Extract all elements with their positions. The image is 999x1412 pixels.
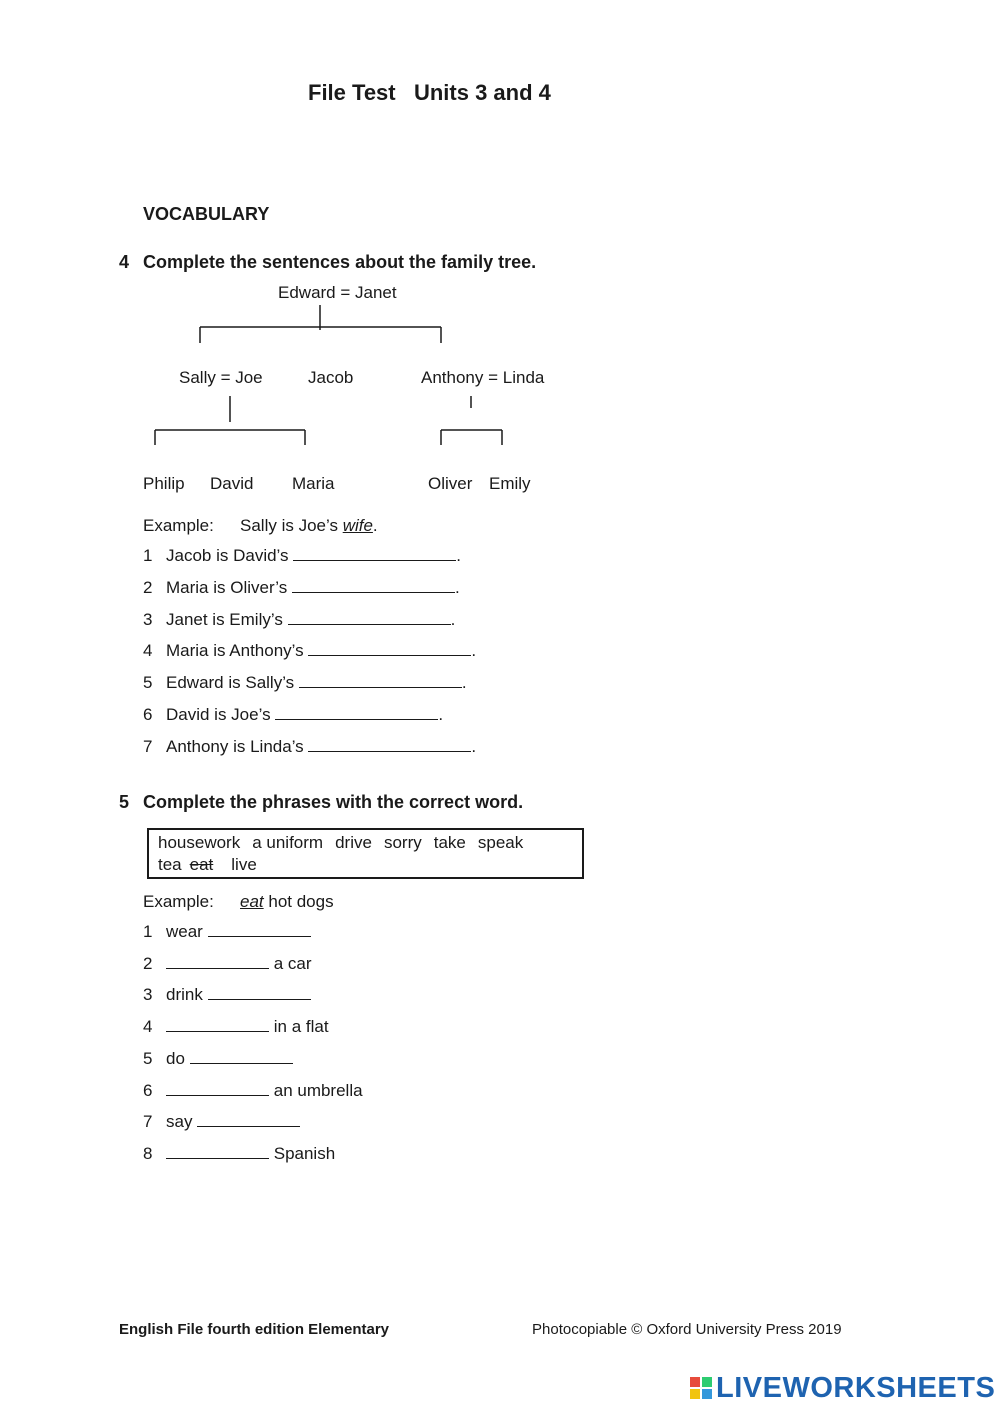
word-box-item: live — [231, 855, 257, 874]
q4-item-text: Edward is Sally’s — [166, 673, 295, 692]
q4-item-number: 7 — [143, 737, 153, 756]
q5-item-number: 7 — [143, 1112, 153, 1131]
q5-item-before: do — [166, 1049, 185, 1068]
q5-item — [143, 1112, 300, 1132]
q5-example-answer: eat — [240, 892, 264, 911]
q4-item — [143, 705, 443, 725]
answer-blank[interactable] — [308, 737, 471, 752]
q4-item-number: 5 — [143, 673, 153, 692]
q5-item-number: 6 — [143, 1081, 153, 1100]
q4-item-number: 4 — [143, 641, 153, 660]
tree-couple-anthony-linda: Anthony = Linda — [421, 368, 545, 387]
logo-square-blue — [702, 1389, 712, 1399]
answer-blank[interactable] — [308, 641, 471, 656]
logo-square-yellow — [690, 1389, 700, 1399]
q4-example — [143, 516, 378, 536]
q5-item-number: 1 — [143, 922, 153, 941]
q4-number: 4 — [119, 252, 130, 272]
logo-icon — [690, 1377, 712, 1399]
tree-oliver: Oliver — [428, 474, 473, 493]
q4-example-answer: wife — [342, 516, 373, 535]
q4-item-text: Janet is Emily’s — [166, 610, 283, 629]
answer-blank[interactable] — [292, 578, 455, 593]
answer-blank[interactable] — [166, 1144, 269, 1159]
q4-item-text: Maria is Anthony’s — [166, 641, 304, 660]
q5-example-label: Example: — [143, 892, 214, 911]
q4-example-punct: . — [372, 516, 378, 535]
word-box-item-used: eat — [189, 855, 214, 874]
q4-item-number: 2 — [143, 578, 153, 597]
q5-item — [143, 1049, 293, 1069]
q5-item — [143, 1081, 363, 1101]
answer-blank[interactable] — [275, 705, 438, 720]
q4-item-text: Jacob is David’s — [166, 546, 289, 565]
tree-couple-sally-joe: Sally = Joe — [179, 368, 263, 387]
q4-item-text: Maria is Oliver’s — [166, 578, 288, 597]
q4-item-punct: . — [471, 737, 477, 756]
tree-jacob: Jacob — [308, 368, 354, 387]
q5-item-before: wear — [166, 922, 203, 941]
q5-item — [143, 985, 311, 1005]
q5-item-number: 2 — [143, 954, 153, 973]
q4-example-label: Example: — [143, 516, 214, 535]
word-box-item: sorry — [383, 833, 422, 852]
q5-item — [143, 922, 311, 942]
page-title: File Test Units 3 and 4 — [308, 80, 551, 105]
q5-example-text: hot dogs — [263, 892, 334, 911]
tree-grandparents: Edward = Janet — [278, 283, 397, 302]
answer-blank[interactable] — [293, 546, 456, 561]
footer-book-title: English File fourth edition Elementary — [119, 1321, 390, 1338]
section-heading: VOCABULARY — [143, 204, 270, 224]
answer-blank[interactable] — [208, 985, 311, 1000]
q5-item-number: 5 — [143, 1049, 153, 1068]
q5-item-after: a car — [273, 954, 312, 973]
q4-item — [143, 641, 476, 661]
q4-item-number: 3 — [143, 610, 153, 629]
word-box — [147, 828, 584, 879]
q5-item-number: 8 — [143, 1144, 153, 1163]
q4-item-number: 6 — [143, 705, 153, 724]
answer-blank[interactable] — [197, 1112, 300, 1127]
answer-blank[interactable] — [190, 1049, 293, 1064]
q4-item-text: David is Joe’s — [166, 705, 271, 724]
answer-blank[interactable] — [166, 954, 269, 969]
q4-item — [143, 737, 476, 757]
q4-item-number: 1 — [143, 546, 153, 565]
q5-example — [143, 892, 334, 912]
word-box-item: housework — [158, 833, 241, 852]
answer-blank[interactable] — [166, 1081, 269, 1096]
q5-item-number: 3 — [143, 985, 153, 1004]
q4-item — [143, 610, 455, 630]
q5-number: 5 — [119, 792, 130, 812]
tree-maria: Maria — [292, 474, 335, 493]
word-box-item: speak — [477, 833, 524, 852]
q5-item-after: an umbrella — [273, 1081, 363, 1100]
logo-square-green — [702, 1377, 712, 1387]
tree-david: David — [210, 474, 254, 493]
q5-item-before: say — [166, 1112, 193, 1131]
q5-item-number: 4 — [143, 1017, 153, 1036]
answer-blank[interactable] — [299, 673, 462, 688]
tree-emily: Emily — [489, 474, 531, 493]
answer-blank[interactable] — [166, 1017, 269, 1032]
family-tree-lines — [0, 0, 999, 520]
q4-item-text: Anthony is Linda’s — [166, 737, 304, 756]
q5-instruction: Complete the phrases with the correct word. — [143, 792, 524, 812]
q4-instruction: Complete the sentences about the family tree. — [143, 252, 537, 272]
q4-item — [143, 546, 461, 566]
q4-item — [143, 673, 467, 693]
logo-square-red — [690, 1377, 700, 1387]
word-box-item: take — [433, 833, 466, 852]
word-box-item: drive — [335, 833, 372, 852]
word-box-item: a uniform — [252, 833, 324, 852]
answer-blank[interactable] — [288, 610, 451, 625]
q4-item-punct: . — [471, 641, 477, 660]
q5-item-after: in a flat — [273, 1017, 329, 1036]
q4-example-text: Sally is Joe’s — [240, 516, 343, 535]
tree-philip: Philip — [143, 474, 185, 493]
logo-text: LIVEWORKSHEETS — [716, 1371, 996, 1404]
liveworksheets-logo[interactable] — [690, 1372, 995, 1404]
q4-item — [143, 578, 460, 598]
footer-copyright: Photocopiable © Oxford University Press 2019 — [532, 1321, 842, 1338]
q5-item-after: Spanish — [273, 1144, 336, 1163]
q4-item-punct: . — [450, 610, 456, 629]
q5-item-before: drink — [166, 985, 203, 1004]
q5-item — [143, 954, 312, 974]
word-box-item: tea — [158, 855, 182, 874]
answer-blank[interactable] — [208, 922, 311, 937]
q4-item-punct: . — [461, 673, 467, 692]
q5-item — [143, 1017, 329, 1037]
q4-item-punct: . — [438, 705, 444, 724]
q5-item — [143, 1144, 335, 1164]
q4-item-punct: . — [454, 578, 460, 597]
q4-item-punct: . — [456, 546, 461, 565]
